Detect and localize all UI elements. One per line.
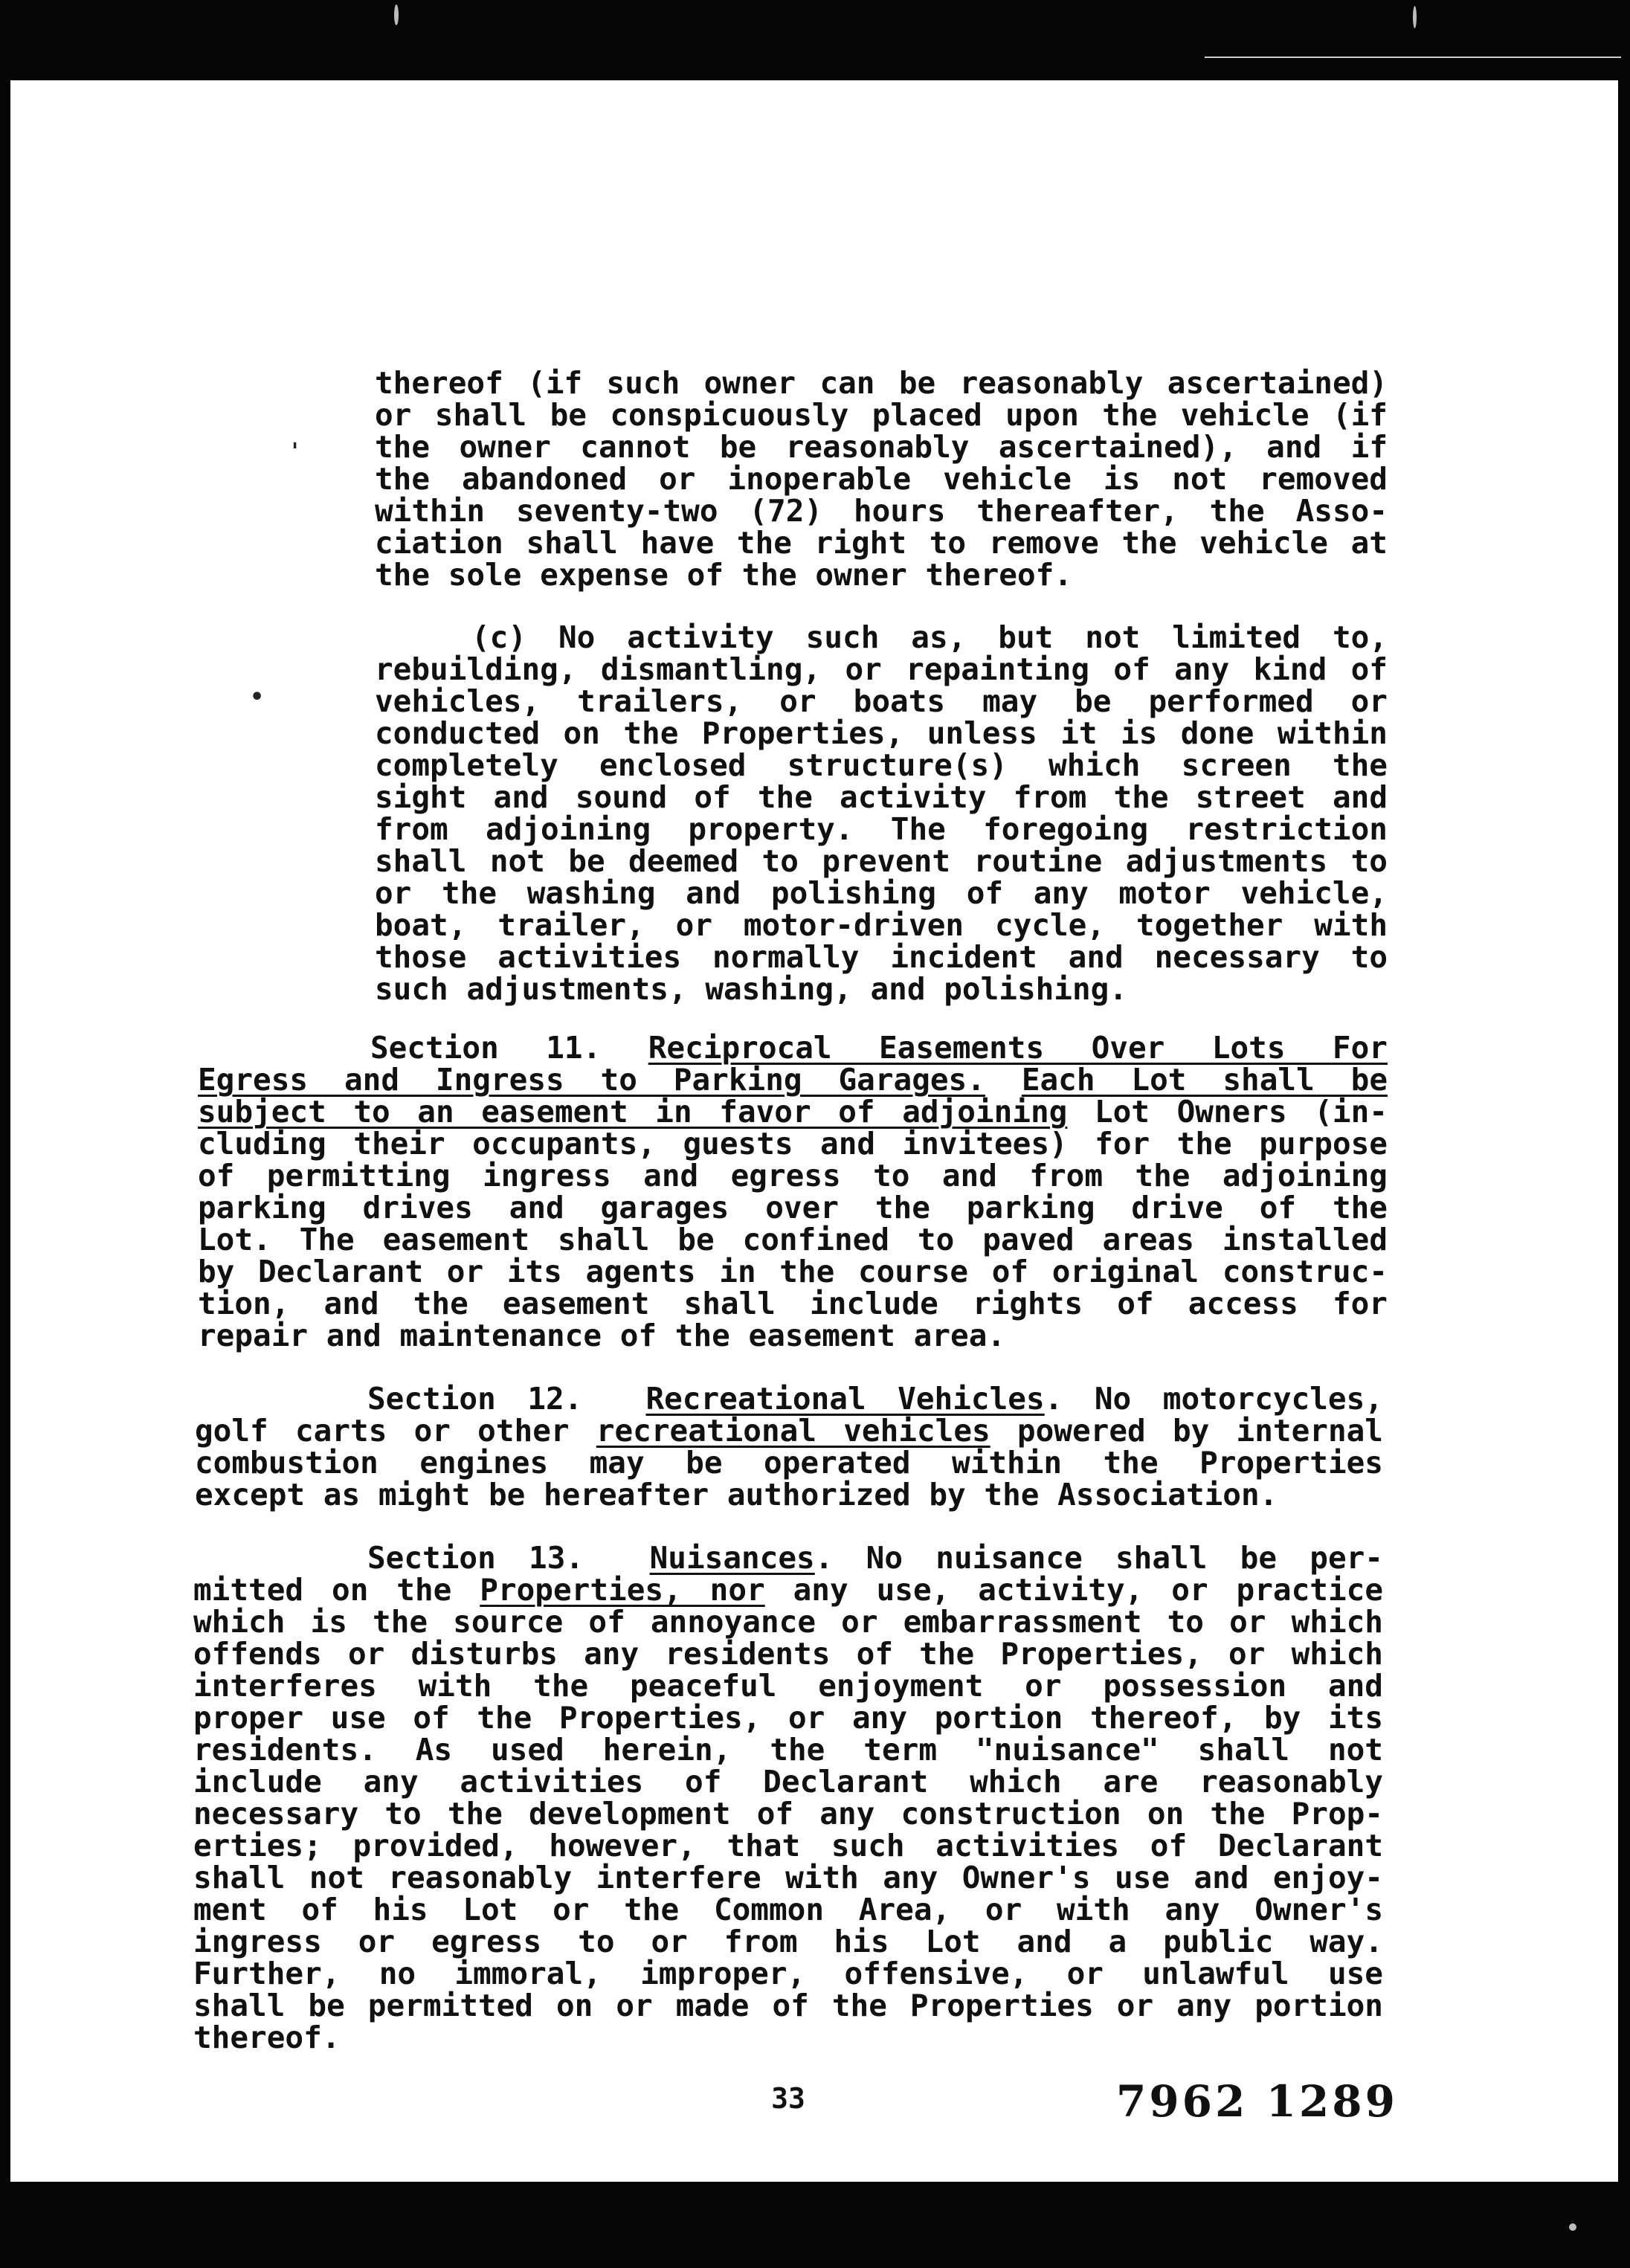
text-line: ingress or egress to or from his Lot and a public way.: [193, 1924, 1383, 1959]
text-line: proper use of the Properties, or any portion thereof, by its: [193, 1700, 1383, 1736]
text-line: from adjoining property. The foregoing restriction: [375, 811, 1388, 847]
margin-mark: ': [291, 439, 299, 465]
page-number: 33: [771, 2082, 805, 2115]
text-line: which is the source of annoyance or embarrassment to or which: [193, 1604, 1383, 1640]
section-11: [198, 1064, 1388, 1352]
text-line: combustion engines may be operated within the Properties: [195, 1445, 1383, 1481]
text-line: ciation shall have the right to remove the vehicle at: [375, 525, 1388, 561]
reference-number: 7962 1289: [1115, 2076, 1398, 2127]
text-line: boat, trailer, or motor-driven cycle, together with: [375, 907, 1388, 943]
paragraph-c-first: [471, 619, 1388, 655]
text-line: ment of his Lot or the Common Area, or with any Owner's: [193, 1892, 1383, 1927]
margin-mark: •: [250, 684, 265, 710]
text-line: those activities normally incident and necessary to: [375, 939, 1388, 975]
text-line: include any activities of Declarant which are reasonably: [193, 1764, 1383, 1800]
text-line: [367, 1542, 1383, 1574]
text-line: Lot. The easement shall be confined to paved areas installed: [198, 1222, 1388, 1257]
section-13: [193, 1574, 1383, 2054]
paragraph-c: [375, 651, 1388, 1007]
text-line: [198, 1096, 1388, 1128]
text-line: shall not be deemed to prevent routine adjustments to: [375, 843, 1388, 879]
text-line: Further, no immoral, improper, offensive, or unlawful use: [193, 1956, 1383, 1991]
underlined-text: Each Lot shall be: [1021, 1062, 1388, 1098]
text-span: mitted on the: [193, 1572, 480, 1608]
text-line: [370, 1032, 1388, 1064]
section-number: Section 11.: [370, 1030, 602, 1066]
text-line: repair and maintenance of the easement area.: [198, 1318, 1006, 1353]
text-span: golf carts or other: [195, 1413, 596, 1449]
text-line: the abandoned or inoperable vehicle is not removed: [375, 461, 1388, 497]
text-line: thereof.: [193, 2020, 341, 2055]
text-line: erties; provided, however, that such activities of Declarant: [193, 1828, 1383, 1863]
text-line: residents. As used herein, the term "nuisance" shall not: [193, 1732, 1383, 1768]
text-line: completely enclosed structure(s) which screen the: [375, 747, 1388, 783]
section-11-first-line: [370, 1032, 1388, 1064]
section-12: [195, 1415, 1383, 1511]
text-line: tion, and the easement shall include rights of access for: [198, 1286, 1388, 1321]
text-line: [195, 1415, 1383, 1447]
text-line: thereof (if such owner can be reasonably ascertained): [375, 365, 1388, 401]
paragraph-continuation: [375, 367, 1388, 591]
section-heading: Recreational Vehicles: [645, 1381, 1045, 1417]
text-line: (c) No activity such as, but not limited to,: [471, 619, 1388, 655]
section-heading: Egress and Ingress to Parking Garages.: [198, 1062, 985, 1098]
text-line: parking drives and garages over the parking drive of the: [198, 1190, 1388, 1225]
text-line: shall not reasonably interfere with any Owner's use and enjoy-: [193, 1860, 1383, 1895]
section-12-first-line: [367, 1383, 1383, 1415]
text-line: sight and sound of the activity from the street and: [375, 779, 1388, 815]
underlined-text: recreational vehicles: [596, 1413, 990, 1449]
text-line: or the washing and polishing of any motor vehicle,: [375, 875, 1388, 911]
text-line: vehicles, trailers, or boats may be performed or: [375, 683, 1388, 719]
text-line: [367, 1383, 1383, 1415]
text-line: shall be permitted on or made of the Properties or any portion: [193, 1988, 1383, 2023]
text-line: rebuilding, dismantling, or repainting of any kind of: [375, 651, 1388, 687]
text-line: the owner cannot be reasonably ascertained), and if: [375, 429, 1388, 465]
section-number: Section 12.: [367, 1381, 583, 1417]
underlined-text: Properties, nor: [480, 1572, 765, 1608]
text-line: such adjustments, washing, and polishing.: [375, 971, 1128, 1007]
text-span: powered by internal: [990, 1413, 1383, 1449]
text-line: cluding their occupants, guests and invitees) for the purpose: [198, 1126, 1388, 1162]
text-line: or shall be conspicuously placed upon the vehicle (if: [375, 397, 1388, 433]
text-line: the sole expense of the owner thereof.: [375, 557, 1072, 593]
section-number: Section 13.: [367, 1540, 584, 1576]
text-line: interferes with the peaceful enjoyment or possession and: [193, 1668, 1383, 1704]
text-line: [193, 1574, 1383, 1606]
text-span: . No nuisance shall be per-: [814, 1540, 1383, 1576]
text-span: Lot Owners (in-: [1067, 1094, 1388, 1130]
text-line: within seventy-two (72) hours thereafter, the Asso-: [375, 493, 1388, 529]
text-line: conducted on the Properties, unless it is done within: [375, 715, 1388, 751]
text-line: necessary to the development of any construction on the Prop-: [193, 1796, 1383, 1832]
text-span: any use, activity, or practice: [764, 1572, 1384, 1608]
text-line: of permitting ingress and egress to and from the adjoining: [198, 1158, 1388, 1193]
text-line: by Declarant or its agents in the course of original construc-: [198, 1254, 1388, 1289]
underlined-text: subject to an easement in favor of adjoining: [198, 1094, 1068, 1130]
text-line: except as might be hereafter authorized by the Association.: [195, 1477, 1278, 1512]
section-heading: Reciprocal Easements Over Lots For: [648, 1030, 1388, 1066]
text-span: . No motorcycles,: [1044, 1381, 1383, 1417]
section-heading: Nuisances: [649, 1540, 815, 1576]
section-13-first-line: [367, 1542, 1383, 1574]
text-line: offends or disturbs any residents of the Properties, or which: [193, 1636, 1383, 1672]
text-line: [198, 1064, 1388, 1096]
